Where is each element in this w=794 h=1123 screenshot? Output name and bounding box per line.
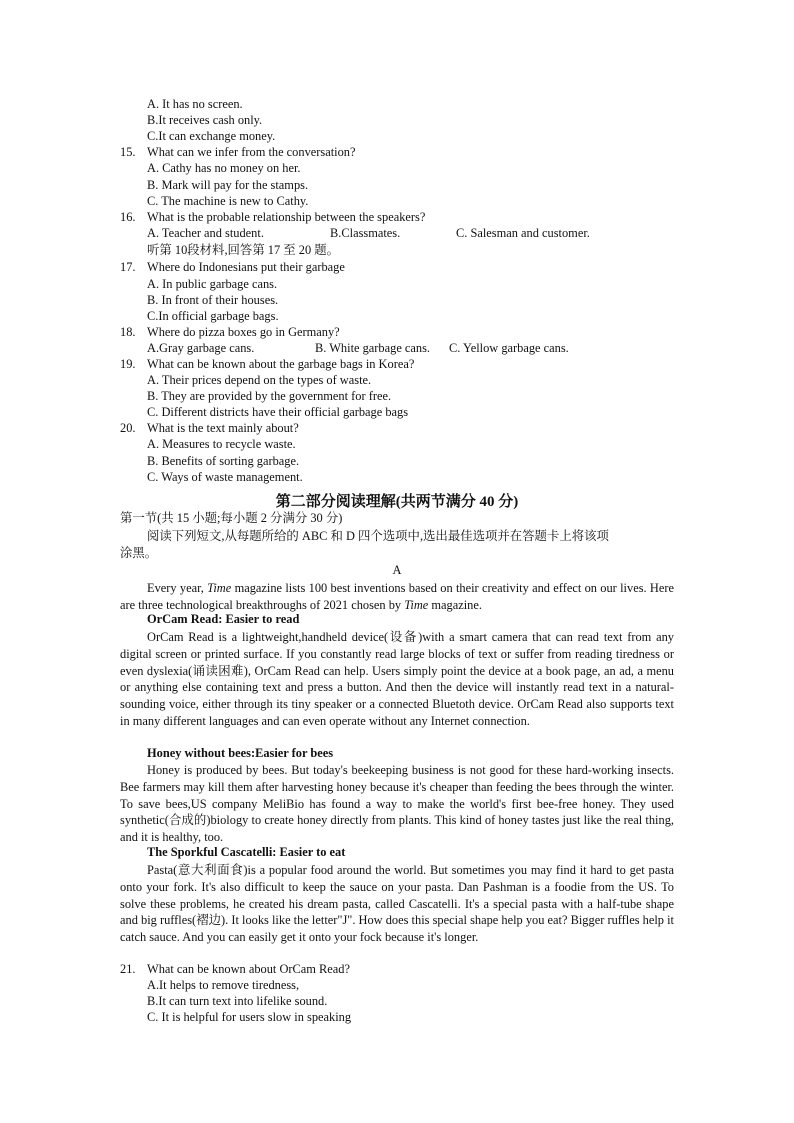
q15-number: 15.	[120, 145, 136, 159]
q18-text: Where do pizza boxes go in Germany?	[147, 325, 340, 339]
q14-option-a: A. It has no screen.	[147, 97, 243, 111]
q21-option-b: B.It can turn text into lifelike sound.	[147, 994, 328, 1008]
subheading-honey: Honey without bees:Easier for bees	[147, 746, 334, 760]
q19-option-c: C. Different districts have their official garbage bags	[147, 405, 409, 419]
q16-option-b: B.Classmates.	[330, 226, 401, 240]
q17-option-b: B. In front of their houses.	[147, 293, 279, 307]
q14-option-c: C.It can exchange money.	[147, 129, 276, 143]
q21-option-c: C. It is helpful for users slow in speaking	[147, 1010, 352, 1024]
q20-option-c: C. Ways of waste management.	[147, 470, 303, 484]
part2-heading: 第二部分阅读理解(共两节满分 40 分)	[275, 494, 519, 510]
q16-number: 16.	[120, 210, 136, 224]
q15-text: What can we infer from the conversation?	[147, 145, 356, 159]
q20-text: What is the text mainly about?	[147, 421, 299, 435]
q21-number: 21.	[120, 962, 136, 976]
q19-option-b: B. They are provided by the government for free.	[147, 389, 392, 403]
q19-option-a: A. Their prices depend on the types of waste.	[147, 373, 372, 387]
q19-text: What can be known about the garbage bags in Korea?	[147, 357, 415, 371]
listening-instruction: 听第 10段材料,回答第 17 至 20 题。	[147, 243, 340, 257]
q18-option-a: A.Gray garbage cans.	[147, 341, 255, 355]
q19-number: 19.	[120, 357, 136, 371]
q17-option-a: A. In public garbage cans.	[147, 277, 278, 291]
q14-option-b: B.It receives cash only.	[147, 113, 263, 127]
paragraph-orcam: OrCam Read is a lightweight,handheld device(设备)with a smart camera that can read text from any digital screen or printed surface. If you constantly read large blocks of text or suffer from reading tiredness or even dyslexia(诵读困难), OrCam Read can help. Users simply point the device at a book page, an ad, a menu or anything else containing text and press a button. And then the device will instantly read text in a natural-sounding voice, either through its tiny speaker or a connected Bluetoth device. OrCam Read also supports text in many different languages and can even operate without any Internet connection.	[120, 630, 674, 728]
q18-number: 18.	[120, 325, 136, 339]
section1-instruction-line2: 涂黑。	[120, 546, 158, 560]
q20-option-b: B. Benefits of sorting garbage.	[147, 454, 300, 468]
q17-option-c: C.In official garbage bags.	[147, 309, 279, 323]
q20-number: 20.	[120, 421, 136, 435]
subheading-cascatelli: The Sporkful Cascatelli: Easier to eat	[147, 845, 346, 859]
paragraph-honey: Honey is produced by bees. But today's beekeeping business is not good for these hard-working insects. Bee farmers may kill them after harvesting honey because it's cheaper than feeding the bees through the winter. To save bees,US company MeliBio has found a way to make the world's first bee-free honey. They used synthetic(合成的)biology to create honey directly from plants. This kind of honey tastes just like the real thing, and it is healthy, too.	[120, 763, 674, 845]
q21-option-a: A.It helps to remove tiredness,	[147, 978, 300, 992]
paragraph-cascatelli: Pasta(意大利面食)is a popular food around the world. But sometimes you may find it hard to get pasta onto your fork. It's also difficult to keep the sauce on your pasta. Dan Pashman is a foodie from the US. To solve these problems, he created his dream pasta, called Cascatelli. It's a special pasta with a half-tube shape and big ruffles(褶边). It looks like the letter"J". How does this special shape help you eat? Bigger ruffles help it catch sauce. And you can easily get it onto your fock because it's longer.	[120, 863, 674, 945]
q18-option-b: B. White garbage cans.	[315, 341, 431, 355]
q15-option-a: A. Cathy has no money on her.	[147, 161, 301, 175]
intro-paragraph: Every year, Time magazine lists 100 best inventions based on their creativity and effect on our lives. Here are three technological breakthroughs of 2021 chosen by Time magazine.	[120, 581, 675, 612]
q16-option-a: A. Teacher and student.	[147, 226, 264, 240]
q15-option-c: C. The machine is new to Cathy.	[147, 194, 309, 208]
subheading-orcam: OrCam Read: Easier to read	[147, 612, 300, 626]
passage-label: A	[392, 563, 402, 577]
section1-instruction-line1: 阅读下列短文,从每题所给的 ABC 和 D 四个选项中,选出最佳选项并在答题卡上将该项	[147, 529, 609, 543]
q16-option-c: C. Salesman and customer.	[456, 226, 590, 240]
q16-text: What is the probable relationship between the speakers?	[147, 210, 426, 224]
section1-title: 第一节(共 15 小题;每小题 2 分满分 30 分)	[120, 511, 343, 525]
q20-option-a: A. Measures to recycle waste.	[147, 437, 296, 451]
q21-text: What can be known about OrCam Read?	[147, 962, 350, 976]
q17-number: 17.	[120, 260, 136, 274]
q18-option-c: C. Yellow garbage cans.	[449, 341, 569, 355]
q17-text: Where do Indonesians put their garbage	[147, 260, 345, 274]
q15-option-b: B. Mark will pay for the stamps.	[147, 178, 309, 192]
